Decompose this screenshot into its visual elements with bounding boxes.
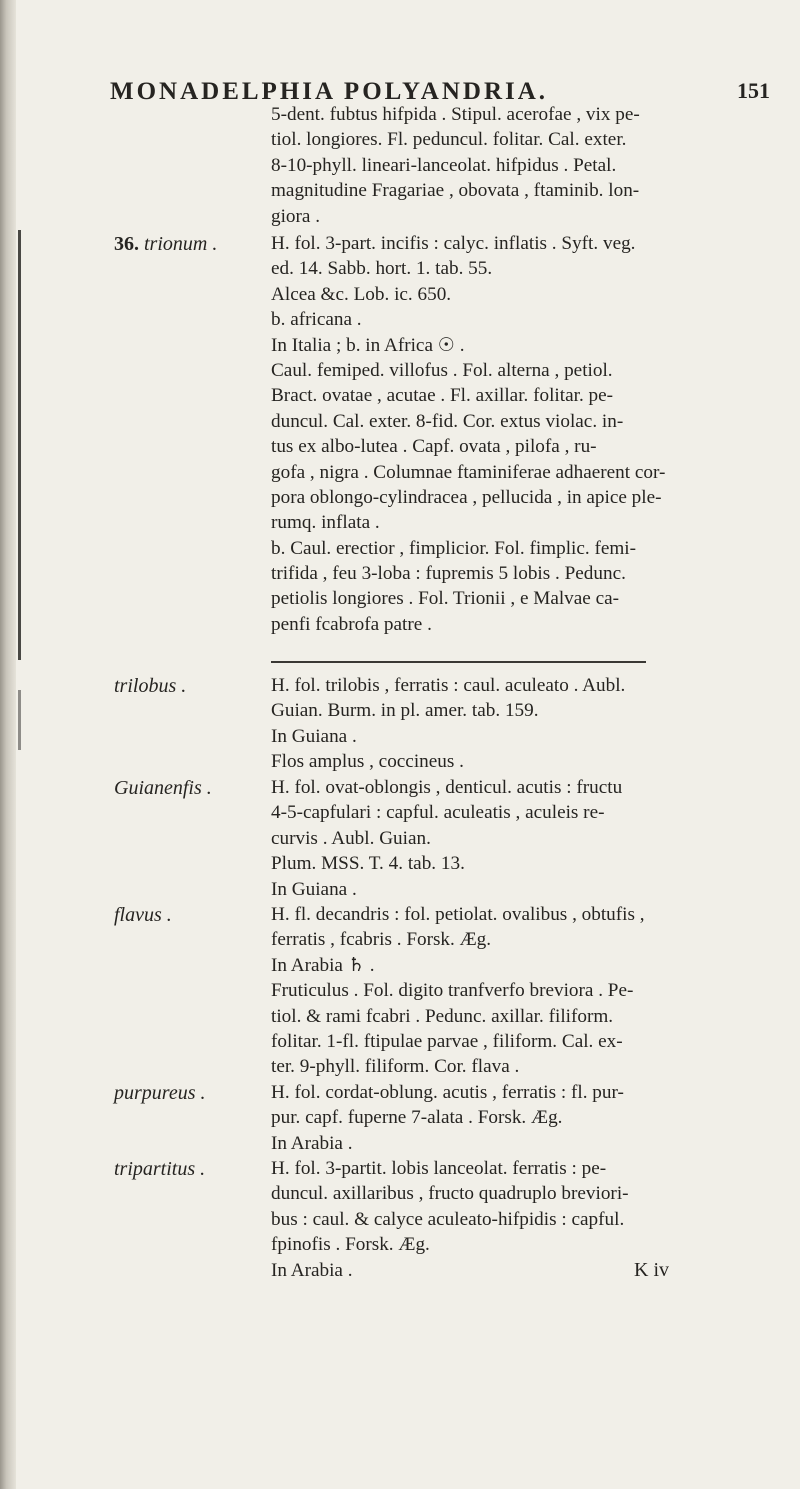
section-divider (271, 661, 646, 663)
text-line: Alcea &c. Lob. ic. 650. (271, 283, 452, 305)
species-name (114, 777, 212, 800)
species-description (271, 673, 771, 775)
text-line: H. fol. cordat-oblung. acutis , ferratis : fl. pur- (271, 1082, 624, 1103)
text-line: In Arabia . (271, 1132, 353, 1154)
text-line: ed. 14. Sabb. hort. 1. tab. 55. (271, 258, 493, 280)
text-line: H. fol. 3-partit. lobis lanceolat. ferratis : pe- (271, 1158, 607, 1179)
intro-text (271, 102, 771, 229)
text-line: folitar. 1-fl. ftipulae parvae , filiform. Cal. ex- (271, 1030, 623, 1052)
catchword: K iv (634, 1259, 669, 1281)
text-line: H. fol. trilobis , ferratis : caul. aculeato . Aubl. (271, 675, 626, 696)
species-description (271, 1080, 771, 1156)
species-label: purpureus . (114, 1082, 206, 1104)
text-line: In Arabia ♄ . (271, 954, 375, 976)
text-line: 5-dent. fubtus hifpida . Stipul. acerofae , vix pe- (271, 104, 640, 125)
text-line: 8-10-phyll. lineari-lanceolat. hifpidus . Petal. (271, 154, 617, 176)
text-line: Plum. MSS. T. 4. tab. 13. (271, 853, 465, 875)
text-line: Caul. femiped. villofus . Fol. alterna , petiol. (271, 359, 613, 381)
text-line: magnitudine Fragariae , obovata , ftaminib. lon- (271, 180, 640, 202)
species-name (114, 904, 172, 927)
text-line: Bract. ovatae , acutae . Fl. axillar. folitar. pe- (271, 385, 614, 407)
species-name (114, 233, 217, 256)
text-line: gofa , nigra . Columnae ftaminiferae adhaerent cor- (271, 461, 666, 483)
text-line: ter. 9-phyll. filiform. Cor. flava . (271, 1056, 520, 1078)
species-description (271, 902, 771, 1080)
text-line: Fruticulus . Fol. digito tranfverfo breviora . Pe- (271, 980, 634, 1002)
text-line: H. fol. 3-part. incifis : calyc. inflatis . Syft. veg. (271, 233, 636, 254)
species-label: trionum . (144, 233, 218, 255)
gutter-shadow (18, 690, 21, 750)
text-line: rumq. inflata . (271, 512, 380, 534)
species-description (271, 231, 771, 637)
text-line: Flos amplus , coccineus . (271, 751, 464, 773)
text-line: giora . (271, 205, 321, 227)
gutter-shadow (18, 230, 21, 660)
text-line: H. fol. ovat-oblongis , denticul. acutis : fructu (271, 777, 623, 798)
text-line: penfi fcabrofa patre . (271, 613, 432, 635)
text-line: duncul. axillaribus , fructo quadruplo breviori- (271, 1183, 629, 1205)
text-line: In Guiana . (271, 725, 357, 747)
text-line: tus ex albo-lutea . Capf. ovata , pilofa , ru- (271, 436, 597, 458)
text-line: In Arabia . (271, 1259, 353, 1281)
text-line: tiol. longiores. Fl. peduncul. folitar. Cal. exter. (271, 129, 627, 151)
text-line: duncul. Cal. exter. 8-fid. Cor. extus violac. in- (271, 410, 624, 432)
species-label: trilobus . (114, 675, 187, 697)
species-label: tripartitus . (114, 1158, 206, 1180)
text-line: tiol. & rami fcabri . Pedunc. axillar. filiform. (271, 1005, 614, 1027)
page-gutter (0, 0, 16, 1489)
text-line: trifida , feu 3-loba : fupremis 5 lobis . Pedunc. (271, 563, 626, 585)
species-description (271, 775, 771, 902)
text-line: b. Caul. erectior , fimplicior. Fol. fimplic. femi- (271, 537, 637, 559)
text-line: 4-5-capfulari : capful. aculeatis , aculeis re- (271, 802, 605, 824)
text-line: petiolis longiores . Fol. Trionii , e Malvae ca- (271, 588, 620, 610)
text-line: pora oblongo-cylindracea , pellucida , in apice ple- (271, 486, 662, 508)
text-line: fpinofis . Forsk. Æg. (271, 1234, 430, 1256)
species-description (271, 1156, 771, 1283)
species-name (114, 675, 186, 698)
species-label: flavus . (114, 904, 172, 926)
text-line: H. fl. decandris : fol. petiolat. ovalibus , obtufis , (271, 904, 645, 925)
text-line: curvis . Aubl. Guian. (271, 827, 431, 849)
species-name (114, 1082, 205, 1105)
text-line: pur. capf. fuperne 7-alata . Forsk. Æg. (271, 1107, 563, 1129)
text-line: In Guiana . (271, 878, 357, 900)
text-line: Guian. Burm. in pl. amer. tab. 159. (271, 700, 539, 722)
text-line: In Italia ; b. in Africa ☉ . (271, 334, 465, 356)
species-number: 36. (114, 233, 139, 255)
text-line: bus : caul. & calyce aculeato-hifpidis : capful. (271, 1208, 625, 1230)
page-number: 151 (737, 78, 770, 103)
text-line: b. africana . (271, 309, 362, 331)
species-label: Guianenfis . (114, 777, 212, 799)
text-line: ferratis , fcabris . Forsk. Æg. (271, 929, 492, 951)
header-title: MONADELPHIA POLYANDRIA. (110, 78, 549, 105)
species-name (114, 1158, 205, 1181)
